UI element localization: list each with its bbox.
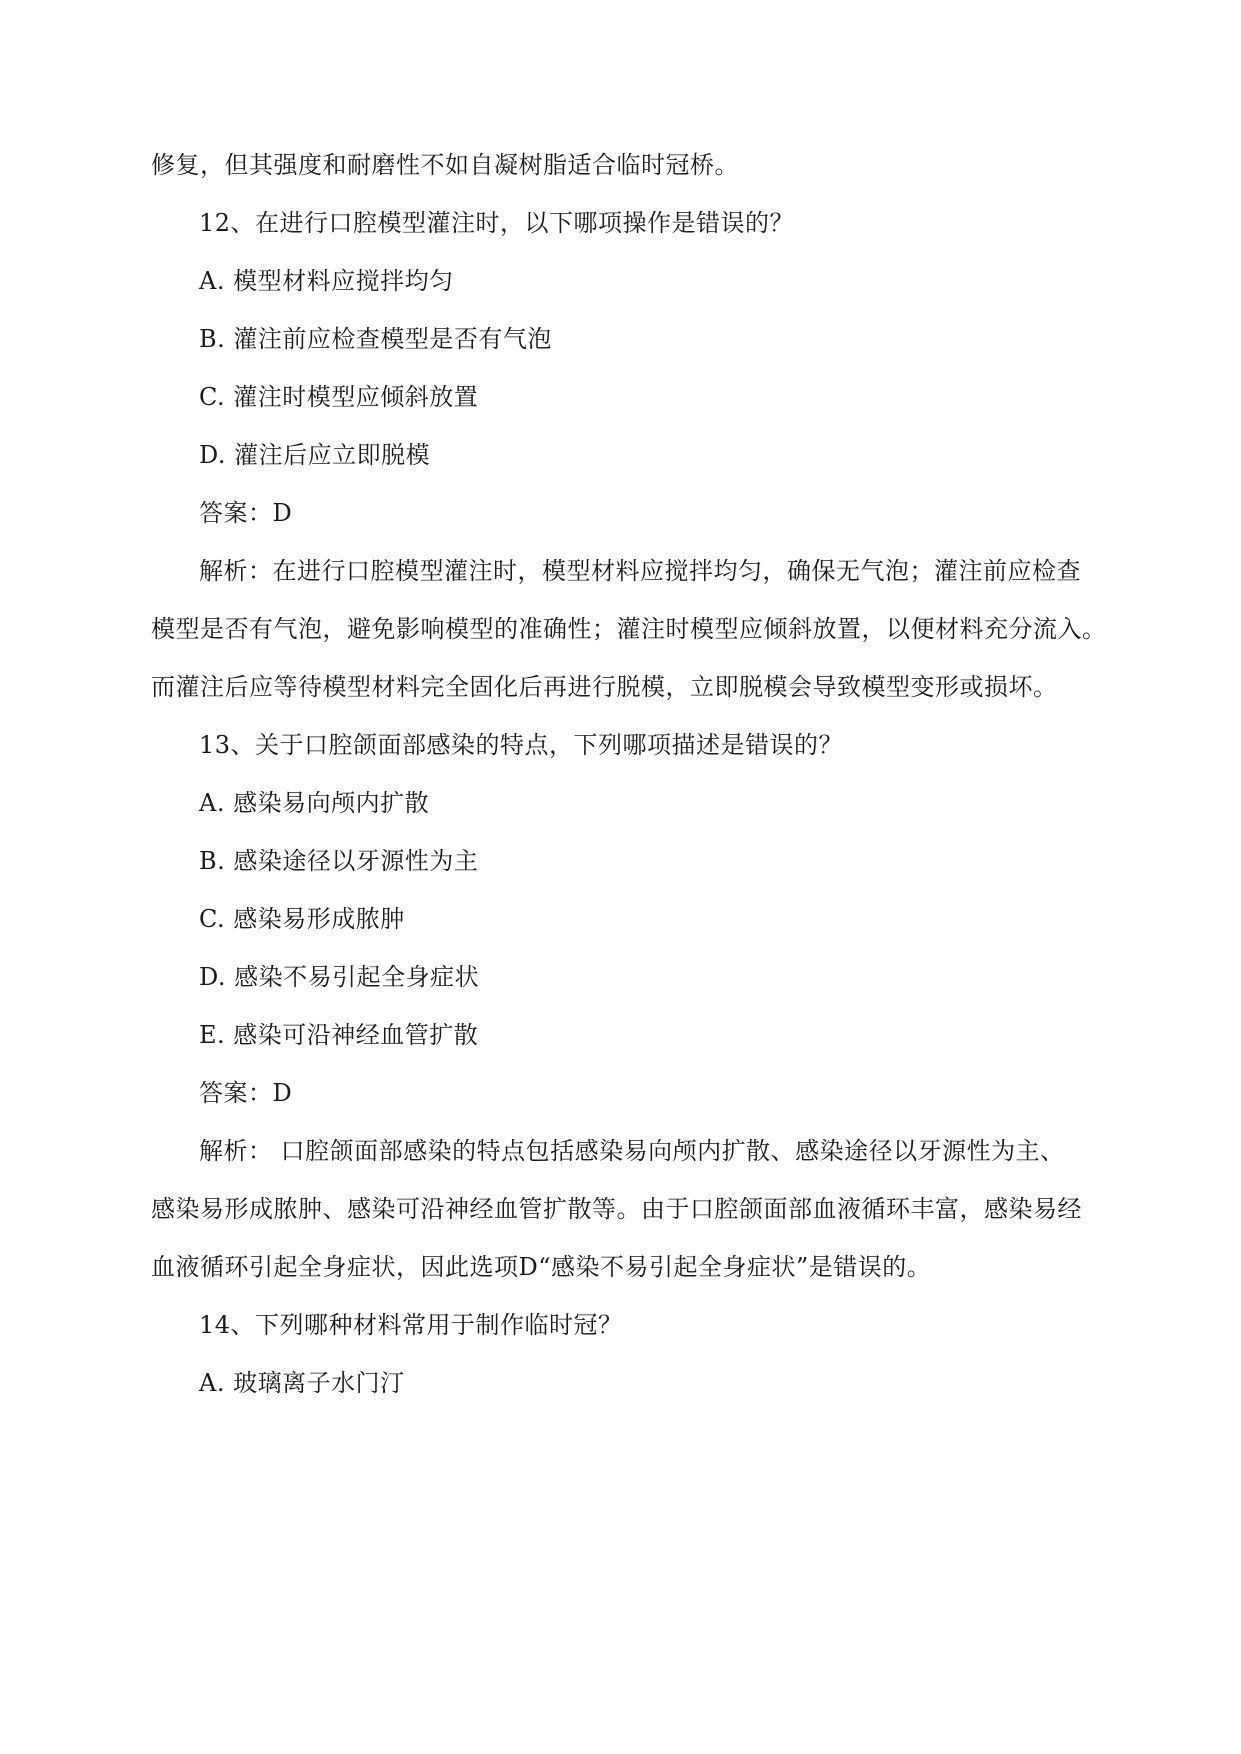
answer-line: 答案：D [199, 1079, 293, 1107]
question-14: 14、下列哪种材料常用于制作临时冠？ [199, 1311, 623, 1339]
analysis-continuation: 感染易形成脓肿、感染可沿神经血管扩散等。由于口腔颌面部血液循环丰富，感染易经 [151, 1195, 1082, 1223]
analysis-continuation: 而灌注后应等待模型材料完全固化后再进行脱模，立即脱模会导致模型变形或损坏。 [151, 673, 1058, 701]
option-a: A. 模型材料应搅拌均匀 [199, 267, 454, 295]
option-d: D. 感染不易引起全身症状 [199, 963, 480, 991]
analysis-continuation: 血液循环引起全身症状，因此选项D“感染不易引起全身症状”是错误的。 [151, 1253, 932, 1281]
analysis-line: 解析：在进行口腔模型灌注时，模型材料应搅拌均匀，确保无气泡；灌注前应检查 [199, 557, 1081, 585]
option-a: A. 玻璃离子水门汀 [199, 1369, 405, 1397]
option-c: C. 灌注时模型应倾斜放置 [199, 383, 479, 411]
analysis-line: 解析： 口腔颌面部感染的特点包括感染易向颅内扩散、感染途径以牙源性为主、 [199, 1137, 1065, 1165]
option-c: C. 感染易形成脓肿 [199, 905, 405, 933]
question-12: 12、在进行口腔模型灌注时，以下哪项操作是错误的？ [199, 209, 795, 237]
option-b: B. 感染途径以牙源性为主 [199, 847, 479, 875]
question-13: 13、关于口腔颌面部感染的特点，下列哪项描述是错误的？ [199, 731, 844, 759]
option-a: A. 感染易向颅内扩散 [199, 789, 430, 817]
text-line-continuation: 修复，但其强度和耐磨性不如自凝树脂适合临时冠桥。 [151, 151, 739, 179]
option-b: B. 灌注前应检查模型是否有气泡 [199, 325, 552, 353]
option-d: D. 灌注后应立即脱模 [199, 441, 431, 469]
option-e: E. 感染可沿神经血管扩散 [199, 1021, 479, 1049]
analysis-continuation: 模型是否有气泡，避免影响模型的准确性；灌注时模型应倾斜放置，以便材料充分流入。 [151, 615, 1107, 643]
answer-line: 答案：D [199, 499, 293, 527]
